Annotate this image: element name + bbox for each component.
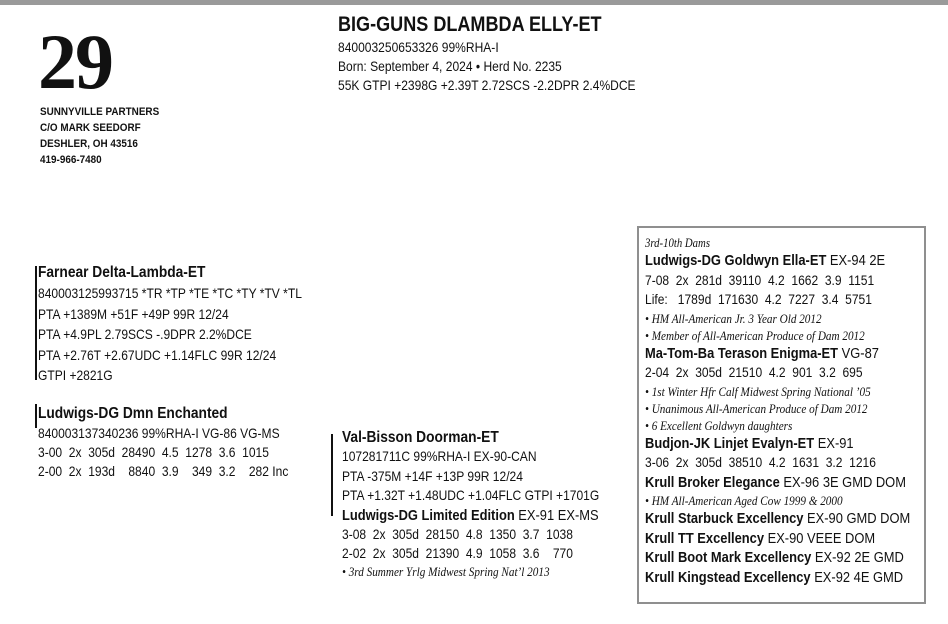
ancestor-dam-entry (645, 473, 910, 493)
ancestor-dam-note: • Unanimous All-American Produce of Dam 2012 (645, 400, 868, 416)
ancestor-dam-classification: EX-91 (817, 434, 854, 452)
granddam-line: 2-02 2x 305d 21390 4.9 1058 3.6 770 (342, 545, 573, 561)
owner-line: DESHLER, OH 43516 (40, 138, 138, 150)
dam-line: 3-00 2x 305d 28490 4.5 1278 3.6 1015 (38, 444, 269, 460)
ancestor-dam-name: Krull Boot Mark Excellency (645, 549, 812, 566)
ancestor-dam-name: Krull Broker Elegance (645, 473, 780, 491)
granddam-note: • 3rd Summer Yrlg Midwest Spring Nat’l 2013 (342, 563, 550, 579)
sire-line: PTA +2.76T +2.67UDC +1.14FLC 99R 12/24 (38, 346, 277, 363)
ancestor-dams-list (645, 236, 910, 587)
sire-block (38, 262, 302, 386)
dam-bracket (35, 404, 37, 428)
ancestor-dam-classification: VG-87 (841, 344, 879, 362)
owner-line: 419-966-7480 (40, 154, 102, 166)
ancestor-dam-note: • 1st Winter Hfr Calf Midwest Spring National ’05 (645, 383, 871, 399)
dam-line: 840003137340236 99%RHA-I VG-86 VG-MS (38, 425, 280, 441)
granddam-heading (342, 506, 599, 525)
ancestor-dam-note: • Member of All-American Produce of Dam 2012 (645, 327, 865, 343)
ancestor-dams-box (637, 226, 926, 604)
ancestor-dam-name: Krull Kingstead Excellency (645, 568, 811, 586)
mgs-line: 107281711C 99%RHA-I EX-90-CAN (342, 448, 537, 464)
mgs-line: PTA +1.32T +1.48UDC +1.04FLC GTPI +1701G (342, 487, 600, 503)
ancestor-dam-classification: EX-94 2E (829, 252, 886, 269)
ancestor-dam-classification: EX-90 GMD DOM (807, 510, 911, 527)
ancestor-dam-record: 3-06 2x 305d 38510 4.2 1631 3.2 1216 (645, 454, 876, 470)
dam-block (38, 404, 288, 481)
owner-block (40, 104, 159, 168)
mgs-name: Val-Bisson Doorman-ET (342, 429, 499, 446)
ancestor-dam-entry (645, 529, 910, 549)
ancestor-dam-entry (645, 434, 910, 454)
ancestor-dam-classification: EX-92 4E GMD (814, 568, 904, 586)
maternal-grandsire-block (342, 428, 599, 580)
ancestor-dam-entry (645, 344, 910, 364)
top-rule (0, 0, 948, 5)
ancestor-dam-name: Krull TT Excellency (645, 529, 765, 547)
ancestor-dam-name: Ma-Tom-Ba Terason Enigma-ET (645, 344, 839, 362)
animal-genomics: 55K GTPI +2398G +2.39T 2.72SCS -2.2DPR 2.4%DCE (338, 77, 636, 93)
animal-registration: 840003250653326 99%RHA-I (338, 39, 499, 55)
sire-line: GTPI +2821G (38, 367, 113, 383)
mgs-line: PTA -375M +14F +13P 99R 12/24 (342, 467, 523, 484)
animal-born: Born: September 4, 2024 • Herd No. 2235 (338, 58, 562, 74)
sire-line: 840003125993715 *TR *TP *TE *TC *TY *TV *TL (38, 285, 302, 301)
ancestor-dam-record: 2-04 2x 305d 21510 4.2 901 3.2 695 (645, 364, 863, 380)
granddam-line: 3-08 2x 305d 28150 4.8 1350 3.7 1038 (342, 525, 573, 542)
ancestor-dam-record: Life: 1789d 171630 4.2 7227 3.4 5751 (645, 291, 872, 307)
dams-box-heading: 3rd-10th Dams (645, 236, 711, 250)
ancestor-dam-note: • 6 Excellent Goldwyn daughters (645, 417, 793, 433)
granddam-name: Ludwigs-DG Limited Edition (342, 506, 515, 524)
ancestor-dam-entry (645, 548, 910, 568)
dam-name: Ludwigs-DG Dmn Enchanted (38, 405, 228, 422)
ancestor-dam-record: 7-08 2x 281d 39110 4.2 1662 3.9 1151 (645, 271, 875, 288)
dam-line: 2-00 2x 193d 8840 3.9 349 3.2 282 Inc (38, 463, 289, 479)
ancestor-dam-classification: EX-96 3E GMD DOM (783, 473, 906, 491)
ancestor-dam-note: • HM All-American Jr. 3 Year Old 2012 (645, 310, 822, 326)
ancestor-dam-classification: EX-92 2E GMD (814, 549, 904, 566)
animal-name: BIG-GUNS DLAMBDA ELLY-ET (338, 13, 602, 36)
ancestor-dam-name: Budjon-JK Linjet Evalyn-ET (645, 434, 815, 452)
lot-number: 29 (38, 18, 112, 105)
animal-header (338, 12, 684, 95)
ancestor-dam-entry (645, 251, 910, 271)
sire-line: PTA +4.9PL 2.79SCS -.9DPR 2.2%DCE (38, 326, 252, 342)
sire-name: Farnear Delta-Lambda-ET (38, 264, 206, 281)
ancestor-dam-name: Ludwigs-DG Goldwyn Ella-ET (645, 252, 827, 269)
ancestor-dam-entry (645, 509, 910, 529)
ancestor-dam-name: Krull Starbuck Excellency (645, 510, 804, 527)
owner-line: SUNNYVILLE PARTNERS (40, 106, 160, 118)
granddam-classification: EX-91 EX-MS (518, 506, 599, 524)
owner-line: C/O MARK SEEDORF (40, 122, 141, 134)
sire-bracket (35, 266, 37, 380)
ancestor-dam-note: • HM All-American Aged Cow 1999 & 2000 (645, 493, 843, 508)
sire-line: PTA +1389M +51F +49P 99R 12/24 (38, 305, 229, 322)
ancestor-dam-entry (645, 568, 910, 588)
mgs-bracket (331, 434, 333, 516)
ancestor-dam-classification: EX-90 VEEE DOM (767, 529, 876, 547)
